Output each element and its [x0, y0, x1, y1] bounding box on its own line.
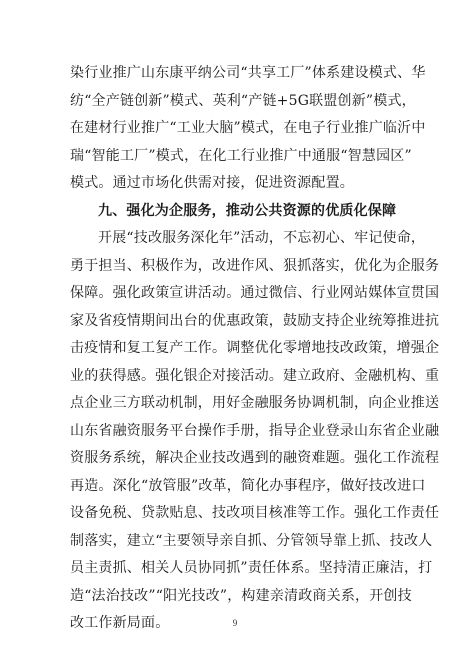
text-line: 模式。通过市场化供需对接，促进资源配置。 — [70, 175, 354, 191]
text-line: 染行业推广山东康平纳公司“共享工厂”体系建设模式、华 — [70, 65, 426, 81]
text-line: 改工作新局面。 — [70, 615, 170, 631]
page-number: 9 — [232, 618, 238, 628]
text-line: 点企业三方联动机制，用好金融服务协调机制，向企业推送 — [70, 395, 440, 411]
text-line: 员主责抓、相关人员协同抓”责任体系。坚持清正廉洁，打 — [70, 560, 433, 576]
text-line: 设备免税、贷款贴息、技改项目核准等工作。强化工作责任 — [70, 505, 440, 521]
text-line: 制落实，建立“主要领导亲自抓、分管领导靠上抓、技改人 — [70, 532, 433, 549]
text-line: 瑞“智能工厂”模式，在化工行业推广中通服“智慧园区” — [70, 147, 412, 164]
text-line: 击疫情和复工复产工作。调整优化零增地技改政策，增强企 — [70, 340, 440, 356]
text-line: 纺“全产链创新”模式、英利“产链+5G联盟创新”模式， — [70, 92, 416, 109]
section-heading: 九、强化为企服务，推动公共资源的优质化保障 — [98, 202, 397, 219]
text-line: 业的获得感。强化银企对接活动。建立政府、金融机构、重 — [70, 367, 440, 384]
paragraph-continued — [70, 60, 426, 198]
text-line: 造“法治技改”“阳光技改”，构建亲清政商关系，开创技 — [70, 587, 412, 604]
text-line: 在建材行业推广“工业大脑”模式，在电子行业推广临沂中 — [70, 120, 426, 136]
text-line: 家及省疫情期间出台的优惠政策，鼓励支持企业统筹推进抗 — [70, 312, 440, 329]
paragraph-section-nine — [70, 225, 440, 638]
text-line: 开展“技改服务深化年”活动，不忘初心、牢记使命， — [98, 230, 426, 246]
text-line: 勇于担当、积极作为，改进作风、狠抓落实，优化为企服务 — [70, 257, 440, 274]
text-line: 再造。深化“放管服”改革，简化办事程序，做好技改进口 — [70, 477, 426, 494]
text-line: 资服务系统，解决企业技改遇到的融资难题。强化工作流程 — [70, 450, 440, 466]
text-line: 保障。强化政策宣讲活动。通过微信、行业网站媒体宣贯国 — [70, 285, 440, 301]
page-body — [70, 60, 440, 638]
text-line: 山东省融资服务平台操作手册，指导企业登录山东省企业融 — [70, 422, 440, 439]
